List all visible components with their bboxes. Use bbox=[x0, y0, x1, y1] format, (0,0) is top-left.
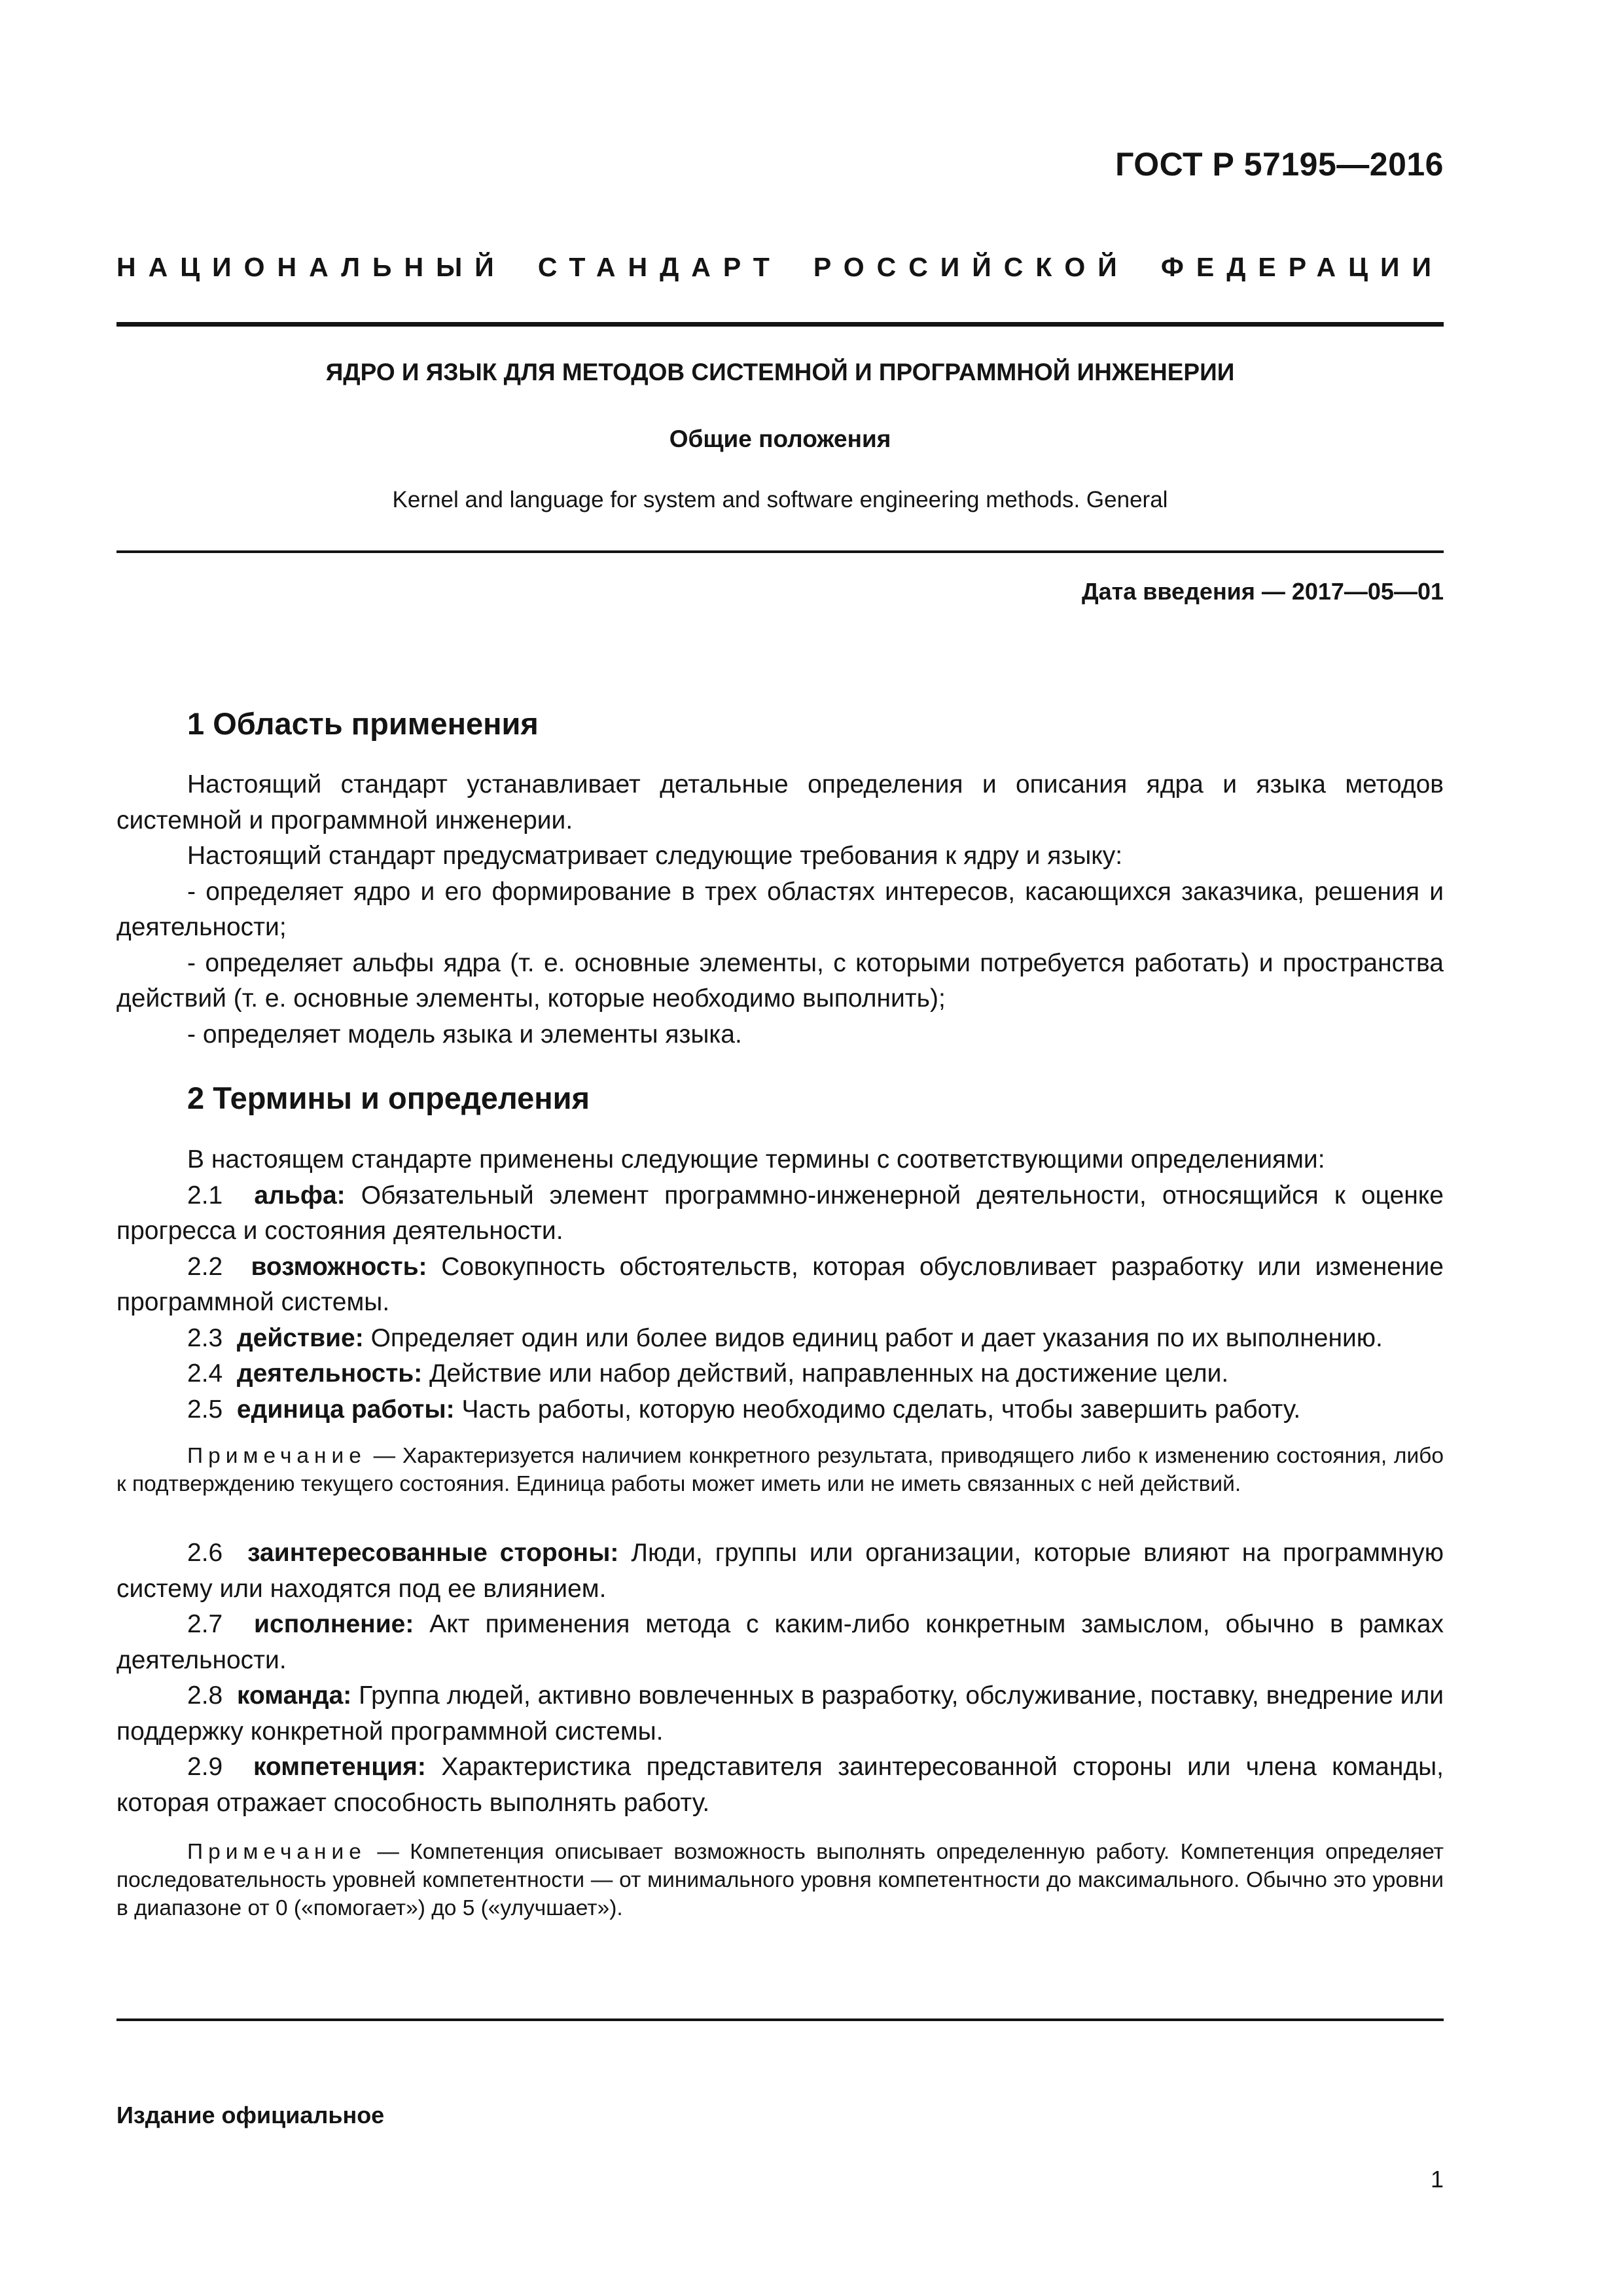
term-definition bbox=[116, 1749, 1444, 1821]
term-number: 2.8 bbox=[187, 1681, 223, 1710]
term-number: 2.3 bbox=[187, 1323, 223, 1352]
term: действие: bbox=[236, 1323, 364, 1352]
page-number: 1 bbox=[1430, 2166, 1444, 2193]
section-2-body-continued bbox=[116, 1535, 1444, 1821]
definition: Люди, группы или организации, которые влияют на программную систему или находятся под ее влиянием. bbox=[116, 1539, 1444, 1603]
definition: Определяет один или более видов единиц работ и дает указания по их выполнению. bbox=[370, 1323, 1383, 1352]
section-2-heading: 2 Термины и определения bbox=[187, 1081, 590, 1115]
section-1-heading: 1 Область применения bbox=[187, 706, 539, 741]
note-label: Примечание bbox=[187, 1444, 366, 1468]
standard-number: ГОСТ Р 57195—2016 bbox=[1115, 146, 1444, 183]
term-definition bbox=[116, 1535, 1444, 1607]
document-title: ЯДРО И ЯЗЫК ДЛЯ МЕТОДОВ СИСТЕМНОЙ И ПРОГРАММНОЙ ИНЖЕНЕРИИ bbox=[325, 359, 1235, 386]
section-1-body bbox=[116, 767, 1444, 1052]
term-number: 2.2 bbox=[187, 1252, 223, 1281]
paragraph: В настоящем стандарте применены следующие термины с соответствующими определениями: bbox=[187, 1145, 1325, 1174]
term-definition bbox=[116, 1178, 1444, 1249]
footer-rule bbox=[116, 2018, 1444, 2021]
definition: Действие или набор действий, направленных на достижение цели. bbox=[429, 1359, 1229, 1388]
term-number: 2.5 bbox=[187, 1395, 223, 1424]
term: возможность: bbox=[251, 1252, 427, 1281]
section-2-body bbox=[116, 1142, 1444, 1427]
term: единица работы: bbox=[236, 1395, 455, 1424]
term: компетенция: bbox=[253, 1753, 426, 1781]
term-definition bbox=[116, 1607, 1444, 1678]
note-2 bbox=[116, 1838, 1444, 1922]
header-rule bbox=[116, 322, 1444, 327]
definition: Группа людей, активно вовлеченных в разработку, обслуживание, поставку, внедрение или поддержку конкретной программной системы. bbox=[116, 1681, 1444, 1746]
paragraph: Настоящий стандарт устанавливает детальные определения и описания ядра и языка методов системной и программной инженерии. bbox=[116, 770, 1444, 834]
title-rule bbox=[116, 550, 1444, 553]
term: команда: bbox=[236, 1681, 352, 1710]
term-definition bbox=[116, 1321, 1444, 1357]
term: исполнение: bbox=[254, 1610, 414, 1638]
term-number: 2.7 bbox=[187, 1610, 223, 1638]
document-subtitle: Общие положения bbox=[669, 425, 891, 452]
note-label: Примечание bbox=[187, 1840, 366, 1864]
definition: Обязательный элемент программно-инженерной деятельности, относящийся к оценке прогресса и состояния деятельности. bbox=[116, 1181, 1444, 1245]
term-number: 2.9 bbox=[187, 1753, 223, 1781]
paragraph: Настоящий стандарт предусматривает следующие требования к ядру и языку: bbox=[187, 842, 1123, 870]
introduction-date: Дата введения — 2017—05—01 bbox=[1081, 578, 1444, 605]
definition: Характеристика представителя заинтересованной стороны или члена команды, которая отражает способность выполнять работу. bbox=[116, 1753, 1444, 1817]
term: деятельность: bbox=[236, 1359, 423, 1388]
term: альфа: bbox=[254, 1181, 346, 1210]
term-number: 2.4 bbox=[187, 1359, 223, 1388]
term-definition bbox=[116, 1392, 1444, 1428]
definition: Акт применения метода с каким-либо конкретным замыслом, обычно в рамках деятельности. bbox=[116, 1610, 1444, 1674]
official-edition-label: Издание официальное bbox=[116, 2102, 385, 2128]
term-definition bbox=[116, 1249, 1444, 1321]
term: заинтересованные стороны: bbox=[247, 1539, 619, 1567]
definition: Часть работы, которую необходимо сделать, чтобы завершить работу. bbox=[461, 1395, 1301, 1424]
note-1 bbox=[116, 1442, 1444, 1498]
national-standard-heading: НАЦИОНАЛЬНЫЙ СТАНДАРТ РОССИЙСКОЙ ФЕДЕРАЦИИ bbox=[116, 252, 1444, 282]
list-item: - определяет альфы ядра (т. е. основные элементы, с которыми потребуется работать) и пространства действий (т. е. основные элементы, которые необходимо выполнить); bbox=[116, 948, 1444, 1013]
list-item: - определяет ядро и его формирование в трех областях интересов, касающихся заказчика, решения и деятельности; bbox=[116, 877, 1444, 941]
note-text: — Характеризуется наличием конкретного результата, приводящего либо к изменению состояния, либо к подтверждению текущего состояния. Единица работы может иметь или не иметь связанных с ней действий. bbox=[116, 1444, 1444, 1496]
term-number: 2.1 bbox=[187, 1181, 223, 1210]
list-item: - определяет модель языка и элементы языка. bbox=[187, 1020, 742, 1049]
definition: Совокупность обстоятельств, которая обусловливает разработку или изменение программной системы. bbox=[116, 1252, 1444, 1316]
term-number: 2.6 bbox=[187, 1539, 223, 1567]
document-title-english: Kernel and language for system and software engineering methods. General bbox=[392, 487, 1168, 512]
term-definition bbox=[116, 1356, 1444, 1392]
term-definition bbox=[116, 1678, 1444, 1749]
note-text: — Компетенция описывает возможность выполнять определенную работу. Компетенция определяет последовательность уровней компетентности — от минимального уровня компетентности до максимального. Обычно это уровни в диапазоне от 0 («помогает») до 5 («улучшает»). bbox=[116, 1840, 1444, 1920]
